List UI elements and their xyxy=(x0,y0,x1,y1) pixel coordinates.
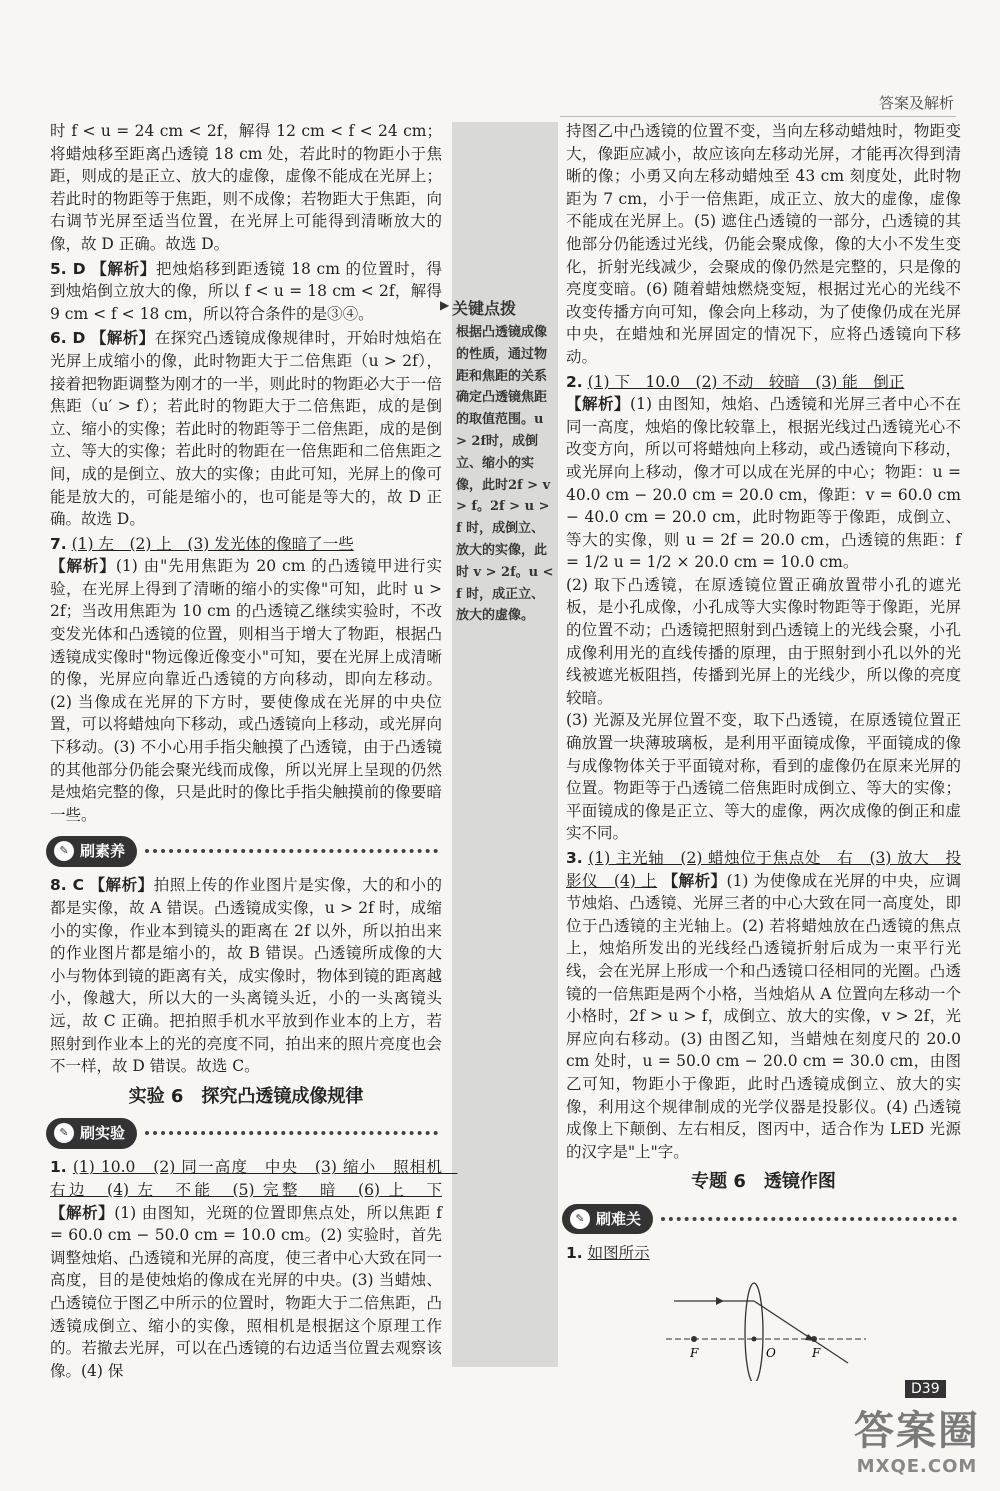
lens-ray-diagram xyxy=(666,1271,866,1381)
question-number: 1. xyxy=(566,1243,583,1262)
question-number: 6. D xyxy=(50,329,86,348)
question-6 xyxy=(50,327,442,530)
answer-text: (1) 左 (2) 上 (3) 发光体的像暗了一些 xyxy=(71,534,354,553)
question-2-analysis-3: (3) 光源及光屏位置不变，取下凸透镜，在原透镜位置正确放置一块薄玻璃板，是利用平面镜成像，平面镜成的像与成像物体关于平面镜对称，看到的虚像仍在原来光屏的位置。物距等于凸透镜二倍焦距时成倒立、等大的实像；平面镜成的像是正立、等大的虚像，两次成像的倒正和虚实不同。 xyxy=(566,711,961,843)
dotted-divider xyxy=(661,1217,957,1221)
badge-label: 刷难关 xyxy=(596,1209,642,1228)
continued-paragraph: 持图乙中凸透镜的位置不变，当向左移动蜡烛时，物距变大，像距应减小，故应该向左移动光屏，才能再次得到清晰的像；小勇又向左移动蜡烛至 43 cm 刻度处，此时物距为 7 cm，小于一倍焦距，成正立、放大的虚像，虚像不能成在光屏上。(5) 遮住凸透镜的一部分，凸透镜的其他部分仍能透过光线，仍能会聚成像，像的大小不发生变化，折射光线减少，会聚成的像仍然是完整的，只是像的亮度变暗。(6) 随着蜡烛燃烧变短，根据过光心的光线不改变传播方向可知，像会向上移动，为了使像仍成在光屏中央，在蜡烛和光屏固定的情况下，应将凸透镜向下移动。 xyxy=(566,122,961,366)
analysis-label: 【解析】 xyxy=(91,258,157,278)
analysis-label: 【解析】 xyxy=(90,328,155,348)
header-rule xyxy=(560,116,956,117)
dotted-divider xyxy=(145,849,438,853)
analysis-label: 【解析】 xyxy=(50,556,116,576)
right-column xyxy=(566,120,961,1387)
convex-lens xyxy=(745,1283,763,1381)
question-number: 5. D xyxy=(50,259,86,278)
label-o: O xyxy=(766,1345,776,1360)
answer-text: (1) 主光轴 (2) 蜡烛位于焦点处 右 (3) 放大 投影仪 (4) 上 xyxy=(566,849,961,890)
question-number: 8. C xyxy=(50,876,84,895)
label-f-right: F xyxy=(812,1345,821,1360)
question-1 xyxy=(50,1156,458,1382)
watermark-line1: 答案圈 xyxy=(854,1408,980,1454)
answer-text: (1) 10.0 (2) 同一高度 中央 (3) 缩小 照相机 右边 (4) 左 不能 (5) 完整 暗 (6) 上 下 xyxy=(50,1158,458,1199)
question-7-analysis xyxy=(50,555,442,826)
section-badge-literacy xyxy=(46,834,442,868)
analysis-text: (1) 由"先用焦距为 20 cm 的凸透镜甲进行实验，在光屏上得到了清晰的缩小的实像"可知，此时 u > 2f；当改用焦距为 10 cm 的凸透镜乙继续实验时，不改变发光体和凸透镜的位置，则相当于增大了物距，根据凸透镜成实像时"物远像近像变小"可知，要在光屏上成清晰的像，光屏应向靠近凸透镜的方向移动，即向左移动。(2) 当像成在光屏的下方时，要使像成在光屏的中央位置，可以将蜡烛向下移动，或凸透镜向上移动，或光屏向下移动。(3) 不小心用手指尖触摸了凸透镜，由于凸透镜的其他部分仍能会聚光线而成像，所以光屏上呈现的仍然是烛焰完整的像，只是此时的像比手指尖触摸前的像要暗一些。 xyxy=(50,557,442,824)
optical-center xyxy=(752,1336,757,1341)
badge-label: 刷实验 xyxy=(80,1124,126,1143)
analysis-text: 在探究凸透镜成像规律时，开始时烛焰在光屏上成缩小的像，此时物距大于二倍焦距（u > 2f），接着把物距调整为刚才的一半，则此时的物距必大于一倍焦距（u′ > f）；若此时的物距大于二倍焦距，成的是倒立、缩小的实像；若此时的物距等于二倍焦距，成的是倒立、等大的实像；若此时的物距在一倍焦距和二倍焦距之间，成的是倒立、放大的实像；由此可知，光屏上的像可能是放大的，可能是缩小的，也可能是等大的，故 D 正确。故选 D。 xyxy=(50,329,442,529)
question-2-analysis xyxy=(566,393,961,574)
question-2-analysis-2: (2) 取下凸透镜，在原透镜位置正确放置带小孔的遮光板，是小孔成像，小孔成等大实像时物距等于像距，光屏的位置不动；凸透镜把照射到凸透镜上的光线会聚，小孔成像利用光的直线传播的原理，由于照射到小孔以外的光线被遮光板阻挡，传播到光屏上的光线少，所以像的亮度较暗。 xyxy=(566,575,961,707)
key-tips-title: 关键点拨 xyxy=(452,299,517,318)
focus-point-left xyxy=(691,1336,697,1342)
question-7-answer xyxy=(50,533,442,556)
continued-paragraph: 时 f < u = 24 cm < 2f，解得 12 cm < f < 24 cm；将蜡烛移至距离凸透镜 18 cm 处，若此时的物距小于焦距，则成的是正立、放大的虚像，虚像不能成在光屏上；若此时的物距等于焦距，则不成像；若物距大于焦距，向右调节光屏至适当位置，在光屏上可能得到清晰放大的像，故 D 正确。故选 D。 xyxy=(50,122,442,253)
ray-arrow xyxy=(716,1297,724,1305)
key-tips-text: 根据凸透镜成像的性质，通过物距和焦距的关系确定凸透镜焦距的取值范围。u > 2f时，成倒立、缩小的实像，此时2f > v > f。2f > u > f 时，成倒立、放大的实像，此时 v > 2f。u < f 时，成正立、放大的虚像。 xyxy=(456,325,554,624)
book-icon: ✎ xyxy=(54,841,74,861)
question-number: 3. xyxy=(566,849,583,867)
arrow-icon: ▶ xyxy=(440,298,450,312)
book-icon: ✎ xyxy=(570,1209,590,1229)
section-title: 实验 6 探究凸透镜成像规律 xyxy=(128,1085,364,1107)
analysis-label: 【解析】 xyxy=(89,875,154,895)
section-badge-experiment xyxy=(46,1116,442,1150)
analysis-text: (1) 为使像成在光屏的中央，应调节烛焰、凸透镜、光屏三者的中心大致在同一高度处，即位于凸透镜的主光轴上。(2) 若将蜡烛放在凸透镜的焦点上，烛焰所发出的光线经凸透镜折射后成为一束平行光线，会在光屏上形成一个和凸透镜口径相同的光圈。凸透镜的一倍焦距是两个小格，当烛焰从 A 位置向左移动一个小格时，2f > u > f，成倒立、放大的实像，v > 2f，光屏应向右移动。(3) 由图乙知，当蜡烛在刻度尺的 20.0 cm 处时，u = 50.0 cm − 20.0 cm = 30.0 cm，由图乙可知，物距小于像距，此时凸透镜成倒立、放大的实像，利用这个规律制成的光学仪器是投影仪。(4) 凸透镜成像上下颠倒、左右相反，图丙中，适合作为 LED 光源的汉字是"上"字。 xyxy=(566,871,961,1161)
question-number: 2. xyxy=(566,372,583,391)
section-badge-difficulty xyxy=(562,1202,961,1236)
analysis-text: 拍照上传的作业图片是实像，大的和小的都是实像，故 A 错误。凸透镜成实像，u > 2f 时，成缩小的实像，作业本到镜头的距离在 2f 以外，所以拍出来的作业图片都是缩小的，故 B 错误。凸透镜所成像的大小与物体到镜的距离有关，成实像时，物体到镜的距离越小，像越大，所以大的一头离镜头近，小的一头离镜头远，故 C 正确。把拍照手机水平放到作业本的上方，若照射到作业本上的光的亮度不同，拍出来的照片亮度也会不一样，故 D 错误。故选 C。 xyxy=(50,876,442,1076)
page-header: 答案及解析 xyxy=(878,94,954,112)
analysis-label: 【解析】 xyxy=(50,1202,115,1222)
question-3 xyxy=(566,847,961,1163)
answer-text: 如图所示 xyxy=(587,1243,650,1262)
analysis-text: 把烛焰移到距透镜 18 cm 的位置时，得到烛焰倒立放大的像，所以 f < u = 18 cm < 2f，解得 9 cm < f < 18 cm，所以符合条件的是③④。 xyxy=(50,259,442,323)
question-1-lens xyxy=(566,1242,961,1265)
label-f-left: F xyxy=(690,1345,699,1360)
question-8 xyxy=(50,874,442,1077)
analysis-label: 【解析】 xyxy=(566,394,631,414)
dotted-divider xyxy=(145,1131,438,1135)
watermark-logo xyxy=(854,1399,980,1477)
book-icon: ✎ xyxy=(54,1123,74,1143)
badge-label: 刷素养 xyxy=(80,842,126,861)
watermark-line2: MXQE.COM xyxy=(856,1456,978,1477)
question-number: 7. xyxy=(50,534,67,553)
analysis-label: 【解析】 xyxy=(662,870,727,890)
analysis-text: (1) 由图知，光斑的位置即焦点处，所以焦距 f = 60.0 cm − 50.0 cm = 10.0 cm。(2) 实验时，首先调整烛焰、凸透镜和光屏的高度，使三者中心大致在同一高度，目的是使烛焰的像成在光屏的中央。(3) 当蜡烛、凸透镜位于图乙中所示的位置时，物距大于二倍焦距，凸透镜成倒立、缩小的实像，照相机是根据这个原理工作的。若撤去光屏，可以在凸透镜的右边适当位置去观察该像。(4) 保 xyxy=(50,1203,442,1380)
question-number: 1. xyxy=(50,1158,67,1177)
analysis-text: (1) 由图知，烛焰、凸透镜和光屏三者中心不在同一高度，烛焰的像比较靠上，根据光线过凸透镜光心不改变方向，所以可将蜡烛向上移动，或凸透镜向下移动，或光屏向上移动，像才可以成在光屏的中心；物距：u = 40.0 cm − 20.0 cm = 20.0 cm，像距：v = 60.0 cm − 40.0 cm = 20.0 cm，此时物距等于像距，成倒立、等大的实像，则 u = 2f = 20.0 cm，凸透镜的焦距：f = 1/2 u = 1/2 × 20.0 cm = 10.0 cm。 xyxy=(566,395,961,572)
left-column xyxy=(50,120,458,1382)
question-2-answer xyxy=(566,371,961,394)
focus-point-right xyxy=(811,1336,817,1342)
section-title: 专题 6 透镜作图 xyxy=(691,1171,836,1193)
page-number: D39 xyxy=(905,1380,946,1398)
question-5 xyxy=(50,258,442,326)
answer-text: (1) 下 10.0 (2) 不动 较暗 (3) 能 倒正 xyxy=(587,372,905,391)
